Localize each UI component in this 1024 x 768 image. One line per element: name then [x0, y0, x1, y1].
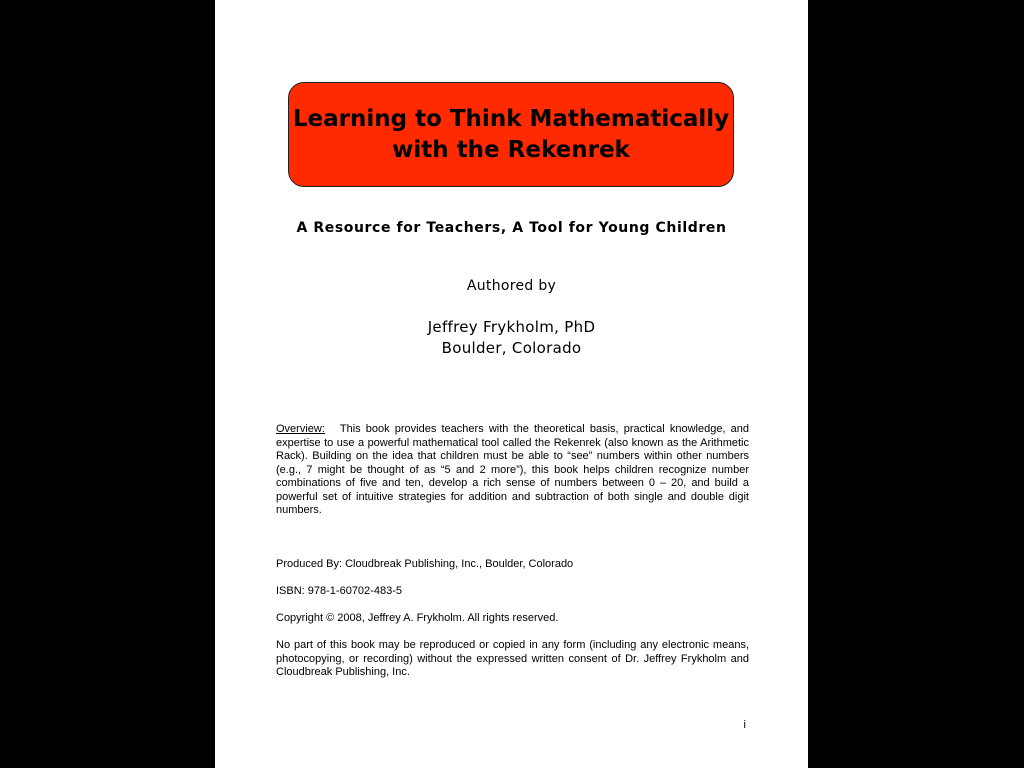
- subtitle: A Resource for Teachers, A Tool for Young Children: [296, 220, 727, 236]
- overview-paragraph: [276, 423, 749, 518]
- rights-notice: No part of this book may be reproduced or copied in any form (including any electronic means, photocopying, or recording) without the expressed written consent of Dr. Jeffrey Frykholm and Cloudbreak Publishing, Inc.: [276, 639, 749, 678]
- author-block: [215, 317, 808, 359]
- author-name: Jeffrey Frykholm, PhD: [427, 318, 596, 336]
- authored-by-label: Authored by: [466, 278, 557, 294]
- overview-label: Overview:: [276, 423, 325, 435]
- produced-by: Produced By: Cloudbreak Publishing, Inc., Boulder, Colorado: [276, 558, 574, 570]
- title-line-1: Learning to Think Mathematically: [292, 105, 730, 132]
- isbn: ISBN: 978-1-60702-483-5: [276, 585, 402, 597]
- document-page[interactable]: [215, 0, 808, 768]
- author-location: Boulder, Colorado: [441, 339, 582, 357]
- title-box: [288, 82, 734, 187]
- copyright: Copyright © 2008, Jeffrey A. Frykholm. All rights reserved.: [276, 612, 559, 624]
- page-number: i: [743, 719, 746, 731]
- overview-text: This book provides teachers with the theoretical basis, practical knowledge, and expertise to use a powerful mathematical tool called the Rekenrek (also known as the Arithmetic Rack). Building on the idea that children must be able to “see” numbers within other numbers (e.g., 7 might be thought of as “5 and 2 more”), this book helps children recognize number combinations of five and ten, develop a rich sense of numbers between 0 – 20, and build a powerful set of intuitive strategies for addition and subtraction of both single and double digit numbers.: [276, 423, 750, 516]
- title-line-2: with the Rekenrek: [392, 136, 630, 163]
